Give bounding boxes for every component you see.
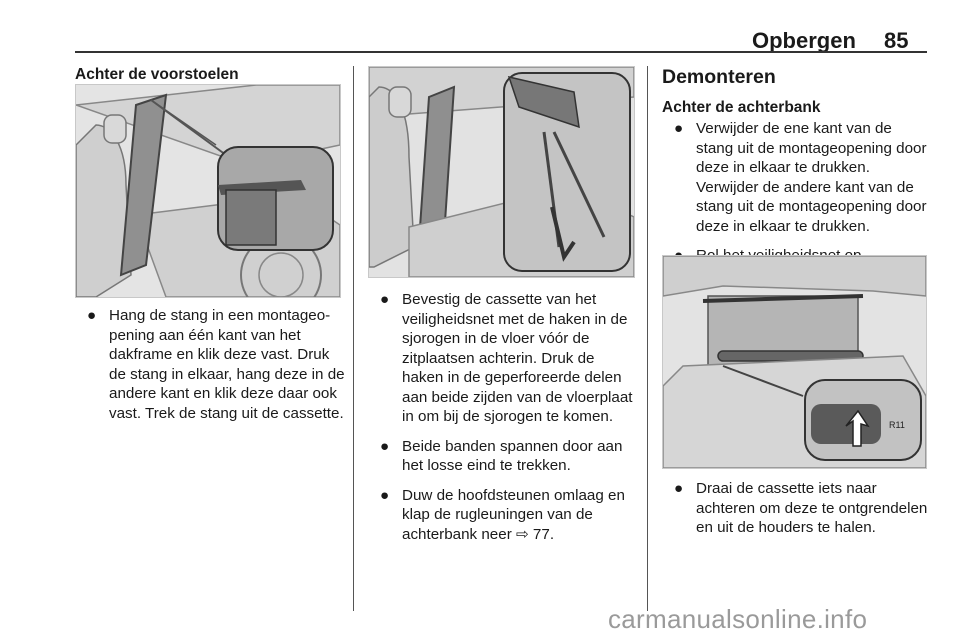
- list-item: [368, 486, 638, 545]
- list-item-text: Draai de cassette iets naar achteren om deze te ontgrendelen en uit de houders te halen.: [696, 480, 928, 536]
- list-item: [662, 479, 932, 538]
- list-item-text: Duw de hoofdsteunen omlaag en klap de rugleuningen van de achterbank neer ⇨ 77.: [402, 486, 625, 543]
- bullet-list-col3-top: [662, 119, 932, 266]
- subheading-front-seats: Achter de voorstoelen: [75, 66, 239, 83]
- list-item: [368, 290, 638, 427]
- list-item-text: Hang de stang in een montageopening aan één kant van het dakframe en klik deze vast. Druk de stang in elkaar, hang deze in de andere kant en klik deze daar ook vast. Trek de stang uit de cassette.: [109, 307, 345, 422]
- bullet-list-col1: [75, 306, 347, 423]
- subheading-behind-rear-seat: Achter de achterbank: [662, 99, 821, 116]
- column-divider-2: [647, 66, 648, 611]
- bullet-list-col3-bottom: [662, 479, 932, 538]
- illustration-cargo-area: [663, 256, 926, 468]
- column-3-text-bottom: [662, 479, 932, 548]
- header-rule: [75, 51, 927, 53]
- bullet-icon: ●: [380, 291, 390, 308]
- column-1-text: [75, 306, 347, 433]
- column-1: [75, 66, 343, 84]
- illustration-cassette-hooks: [369, 67, 634, 277]
- bullet-icon: ●: [87, 307, 97, 324]
- column-2-text: [368, 290, 638, 554]
- figure-cassette-hooks: [368, 66, 635, 278]
- figure-cargo-area: [662, 255, 927, 469]
- list-item: [368, 437, 638, 476]
- section-heading-remove: Demonteren: [662, 66, 776, 88]
- list-item-text: Verwijder de ene kant van de stang uit de montageopening door deze in elkaar te drukken. Verwijder de andere kant van de stang uit de montageopening door deze in elkaar te drukken.: [696, 120, 927, 235]
- page-number: 85: [884, 28, 909, 53]
- list-item: [662, 119, 932, 236]
- figure-front-seats: [75, 84, 341, 298]
- column-divider-1: [353, 66, 354, 611]
- bullet-list-col2: [368, 290, 638, 544]
- bullet-icon: ●: [380, 437, 390, 455]
- page-header-title: Opbergen: [752, 28, 856, 53]
- figure-label-r11: R11: [889, 420, 905, 430]
- watermark-text: carmanualsonline.info: [608, 604, 868, 634]
- column-3-text-top: [662, 66, 932, 276]
- list-item: [75, 306, 347, 423]
- bullet-icon: ●: [674, 480, 684, 497]
- list-item-text: Bevestig de cassette van het veiligheidsnet met de haken in de sjorogen in de vloer vóór de zitplaatsen achterin. Druk de haken in de geperforeerde delen aan beide zijden van de vloerplaat in om bij de sjorogen te komen.: [402, 291, 633, 425]
- illustration-car-interior: [76, 85, 340, 297]
- bullet-icon: ●: [674, 120, 684, 137]
- bullet-icon: ●: [380, 486, 390, 504]
- list-item-text: Beide banden spannen door aan het losse eind te trekken.: [402, 437, 623, 474]
